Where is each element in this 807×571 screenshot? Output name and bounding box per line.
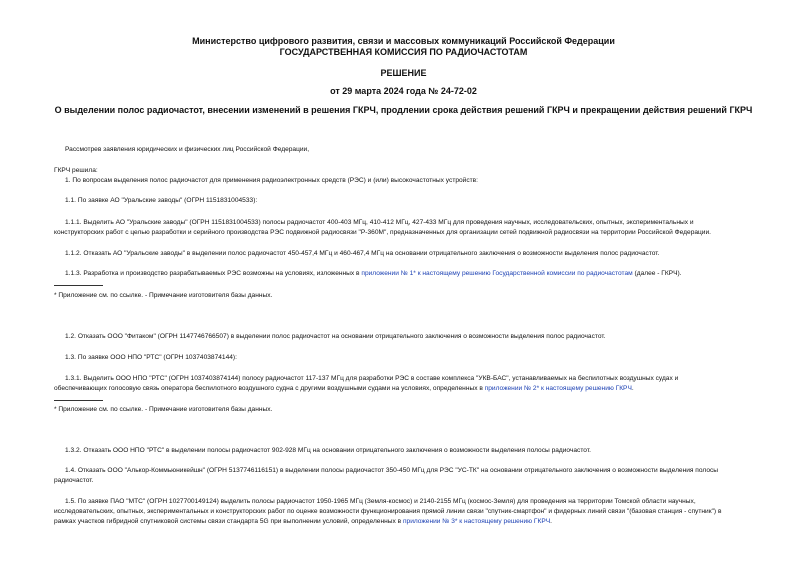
considered-paragraph: Рассмотрев заявления юридических и физических лиц Российской Федерации, xyxy=(65,146,310,153)
paragraph-1-1-3-text: 1.1.3. Разработка и производство разрабатываемых РЭС возможны на условиях, изложенных в xyxy=(65,270,362,277)
footnote-2: * Приложение см. по ссылке. - Примечание изготовителя базы данных. xyxy=(54,406,273,413)
paragraph-1-5-line1: 1.5. По заявке ПАО "МТС" (ОГРН 1027700149124) выделить полосы радиочастот 1950-1965 МГц (Земля-космос) и 2140-2155 МГц (космос-Земля) для проведения на территории Томской области научных, xyxy=(65,498,696,505)
decided-line: ГКРЧ решила: xyxy=(54,167,98,174)
commission-title: ГОСУДАРСТВЕННАЯ КОМИССИЯ ПО РАДИОЧАСТОТАМ xyxy=(279,47,528,57)
paragraph-1-5-line2: исследовательских, опытных, экспериментальных и конструкторских работ по оценке возможности функционирования прямой линии связи "спутник-смартфон" и фидерных линий связи "(базовая станция - спутник") в xyxy=(54,508,722,515)
paragraph-1-3-1-tail: . xyxy=(631,385,634,392)
appendix-1-link[interactable]: приложении № 1* к настоящему решению Государственной комиссии по радиочастотам xyxy=(361,270,633,277)
appendix-3-link[interactable]: приложении № 3* к настоящему решению ГКРЧ xyxy=(402,518,551,525)
paragraph-1: 1. По вопросам выделения полос радиочастот для применения радиоэлектронных средств (РЭС) и (или) высокочастотных устройств: xyxy=(65,177,479,184)
paragraph-1-5-text: рамках участков гибридной спутниковой системы связи стандарта 5G при выполнении условий, определенных в xyxy=(54,518,403,525)
paragraph-1-4-line2: радиочастот. xyxy=(54,477,94,484)
paragraph-1-1: 1.1. По заявке АО "Уральские заводы" (ОГРН 1151831004533): xyxy=(65,197,258,204)
footnote-divider xyxy=(54,285,103,286)
paragraph-1-2: 1.2. Отказать ООО "Фитаком" (ОГРН 1147746766507) в выделении полос радиочастот на основании отрицательного заключения о возможности выделения полос радиочастот. xyxy=(65,333,606,340)
paragraph-1-3-1-text: обеспечивающих голосовую связь оператора беспилотного воздушного судна с другими воздушными судами на условиях, определенных в xyxy=(54,385,485,392)
paragraph-1-5-tail: . xyxy=(550,518,552,525)
footnote-1: * Приложение см. по ссылке. - Примечание изготовителя базы данных. xyxy=(54,292,273,299)
paragraph-1-3-1-line1: 1.3.1. Выделить ООО НПО "РТС" (ОГРН 1037403874144) полосу радиочастот 117-137 МГц для разработки РЭС в составе комплекса "УКВ-БАС", устанавливаемых на беспилотных воздушных судах и xyxy=(65,375,679,382)
paragraph-1-3: 1.3. По заявке ООО НПО "РТС" (ОГРН 1037403874144): xyxy=(65,354,237,361)
paragraph-1-1-3 xyxy=(65,270,682,277)
ministry-title: Министерство цифрового развития, связи и массовых коммуникаций Российской Федерации xyxy=(192,36,615,46)
paragraph-1-5-line3 xyxy=(54,518,552,525)
decision-date: от 29 марта 2024 года № 24-72-02 xyxy=(330,86,477,96)
decision-subject: О выделении полос радиочастот, внесении изменений в решения ГКРЧ, продлении срока действия решений ГКРЧ и прекращении действия решений ГКРЧ xyxy=(54,105,753,115)
paragraph-1-3-1-line2 xyxy=(54,385,634,392)
appendix-2-link[interactable]: приложении № 2* к настоящему решению ГКРЧ xyxy=(484,385,632,392)
paragraph-1-3-2: 1.3.2. Отказать ООО НПО "РТС" в выделении полосы радиочастот 902-928 МГц на основании отрицательного заключения о возможности выделения полосы радиочастот. xyxy=(65,447,591,454)
paragraph-1-4-line1: 1.4. Отказать ООО "Алькор-Коммьюникейшн" (ОГРН 5137746116151) в выделении полосы радиочастот 350-450 МГц для РЭС "УС-ТК" на основании отрицательного заключения о возможности выделения полосы xyxy=(65,467,719,474)
decision-title: РЕШЕНИЕ xyxy=(380,68,427,78)
paragraph-1-1-3-tail: (далее - ГКРЧ). xyxy=(632,270,682,277)
paragraph-1-1-1-line1: 1.1.1. Выделить АО "Уральские заводы" (ОГРН 1151831004533) полосы радиочастот 400-403 МГц, 410-412 МГц, 427-433 МГц для проведения научных, исследовательских, опытных, экспериментальных и xyxy=(65,219,694,226)
footnote-divider xyxy=(54,400,103,401)
paragraph-1-1-1-line2: конструкторских работ с целью разработки и серийного производства РЭС подвижной радиосвязи "Р-360М", предназначенных для организации сетей подвижной радиосвязи на территории Российской Федерации. xyxy=(54,229,712,236)
paragraph-1-1-2: 1.1.2. Отказать АО "Уральские заводы" в выделении полос радиочастот 450-457,4 МГц и 460-467,4 МГц на основании отрицательного заключения о возможности выделения полос радиочастот. xyxy=(65,250,660,257)
